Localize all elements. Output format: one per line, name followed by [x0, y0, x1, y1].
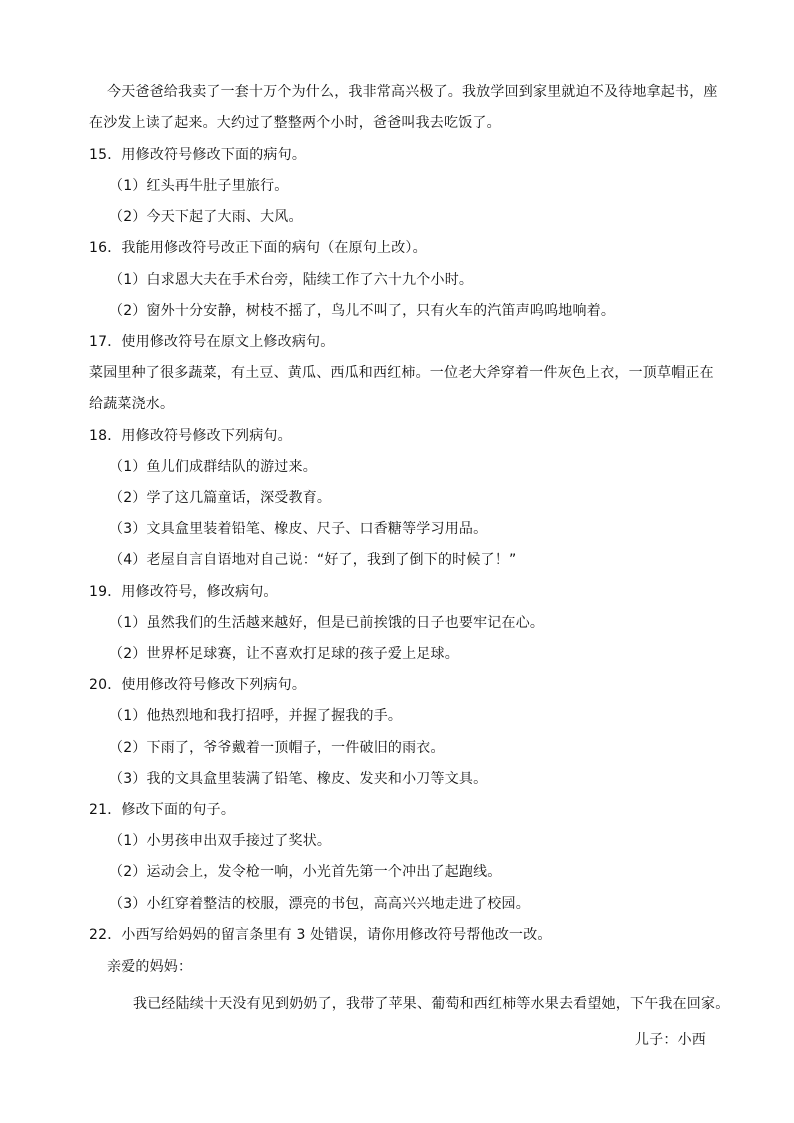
intro-line-1: 今天爸爸给我卖了一套十万个为什么，我非常高兴极了。我放学回到家里就迫不及待地拿起书，座	[107, 84, 718, 100]
note-greeting: 亲爱的妈妈：	[107, 959, 193, 975]
question-17-passage-line-1: 菜园里种了很多蔬菜，有土豆、黄瓜、西瓜和西红柿。一位老大斧穿着一件灰色上衣，一顶草帽正在	[89, 365, 714, 381]
question-20-item-1: （1）他热烈地和我打招呼，并握了握我的手。	[109, 708, 403, 724]
note-body: 我已经陆续十天没有见到奶奶了，我带了苹果、葡萄和西红柿等水果去看望她，下午我在回家。	[133, 996, 730, 1012]
question-21-item-2: （2）运动会上，发令枪一响，小光首先第一个冲出了起跑线。	[109, 864, 502, 880]
question-18-item-2: （2）学了这几篇童话，深受教育。	[109, 490, 332, 506]
question-18-item-1: （1）鱼儿们成群结队的游过来。	[109, 459, 317, 475]
question-16-item-1: （1）白求恩大夫在手术台旁，陆续工作了六十九个小时。	[109, 272, 474, 288]
question-17-title: 17．使用修改符号在原文上修改病句。	[89, 334, 335, 350]
question-18-item-4: （4）老屋自言自语地对自己说：“好了，我到了倒下的时候了！”	[109, 552, 517, 568]
question-21-item-3: （3）小红穿着整洁的校服，漂亮的书包，高高兴兴地走进了校园。	[109, 896, 530, 912]
question-16-title: 16．我能用修改符号改正下面的病句（在原句上改）。	[89, 240, 427, 256]
question-19-item-1: （1）虽然我们的生活越来越好，但是已前挨饿的日子也要牢记在心。	[109, 615, 545, 631]
question-20-item-2: （2）下雨了，爷爷戴着一顶帽子，一件破旧的雨衣。	[109, 740, 445, 756]
question-15-item-1: （1）红头再牛肚子里旅行。	[109, 178, 289, 194]
question-18-item-3: （3）文具盒里装着铅笔、橡皮、尺子、口香糖等学习用品。	[109, 521, 488, 537]
question-21-item-1: （1）小男孩申出双手接过了奖状。	[109, 833, 332, 849]
question-20-item-3: （3）我的文具盒里装满了铅笔、橡皮、发夹和小刀等文具。	[109, 771, 488, 787]
question-16-item-2: （2）窗外十分安静，树枝不摇了，鸟儿不叫了，只有火车的汽笛声呜呜地响着。	[109, 303, 616, 319]
question-15-item-2: （2）今天下起了大雨、大风。	[109, 209, 303, 225]
question-18-title: 18．用修改符号修改下列病句。	[89, 428, 292, 444]
question-19-item-2: （2）世界杯足球赛，让不喜欢打足球的孩子爱上足球。	[109, 646, 459, 662]
question-17-passage-line-2: 给蔬菜浇水。	[89, 396, 175, 412]
question-21-title: 21．修改下面的句子。	[89, 802, 236, 818]
question-19-title: 19．用修改符号，修改病句。	[89, 584, 278, 600]
question-15-title: 15．用修改符号修改下面的病句。	[89, 147, 307, 163]
question-20-title: 20．使用修改符号修改下列病句。	[89, 677, 307, 693]
question-22-title: 22．小西写给妈妈的留言条里有 3 处错误，请你用修改符号帮他改一改。	[89, 927, 552, 943]
intro-line-2: 在沙发上读了起来。大约过了整整两个小时，爸爸叫我去吃饭了。	[89, 115, 501, 131]
note-signature: 儿子：小西	[635, 1032, 706, 1048]
